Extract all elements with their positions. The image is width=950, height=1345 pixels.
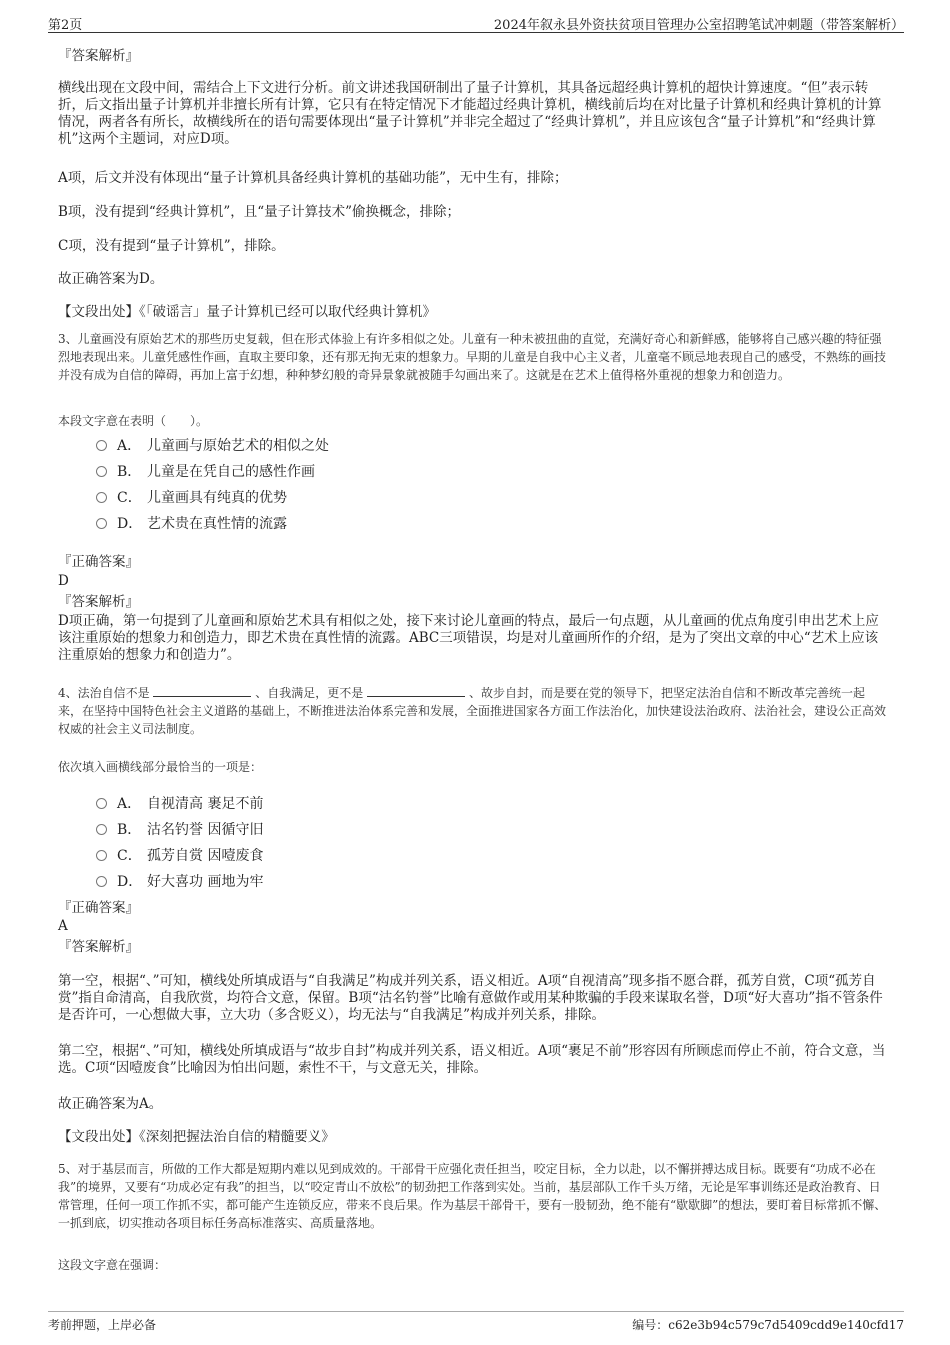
question-4-option-b[interactable]: B． 沽名钓誉 因循守旧 (96, 819, 263, 839)
question-5-stem: 5、对于基层而言，所做的工作大都是短期内难以见到成效的。干部骨干应强化责任担当，咬定目标，全力以赴，以不懈拼搏达成目标。既要有“功成不必在我”的境界，又要有“功成必定有我”的担当，以“咬定青山不放松”的韧劲把工作落到实处。当前，基层部队工作千头万绪，无论是军事训练还是政治教育、日常管理，任何一项工作抓不实，都可能产生连锁反应，带来不良后果。作为基层干部骨干，要有一股韧劲，绝不能有“歇歇脚”的想法，要盯着目标常抓不懈、一抓到底，切实推动各项目标任务高标准落实、高质量落地。 (58, 1162, 887, 1230)
question-3-option-c[interactable]: C． 儿童画具有纯真的优势 (96, 487, 287, 507)
question-4-analysis-1: 第一空，根据“、”可知，横线处所填成语与“自我满足”构成并列关系，语义相近。A项“自视清高”现多指不愿合群，孤芳自赏，C项“孤芳自赏”指自命清高，自我欣赏，均符合文意，保留。B项“沽名钓誉”比喻有意做作或用某种欺骗的手段来谋取名誉，D项“好大喜功”指不管条件是否许可，一心想做大事，立大功（多含贬义），均无法与“自我满足”构成并列关系，排除。 (58, 973, 883, 1023)
question-4-answer: A (58, 918, 68, 934)
question-4-answer-label: 『正确答案』 (58, 900, 139, 916)
document-serial: 编号：c62e3b94c579c7d5409cdd9e140cfd17 (632, 1318, 904, 1332)
radio-icon[interactable] (96, 798, 107, 809)
radio-icon[interactable] (96, 876, 107, 887)
radio-icon[interactable] (96, 850, 107, 861)
question-5-ask: 这段文字意在强调： (58, 1258, 167, 1272)
conclusion: 故正确答案为D。 (58, 271, 164, 287)
radio-icon[interactable] (96, 440, 107, 451)
question-3-answer: D (58, 573, 69, 589)
question-4-option-d[interactable]: D． 好大喜功 画地为牢 (96, 871, 263, 891)
question-4-option-a[interactable]: A． 自视清高 裹足不前 (96, 793, 263, 813)
analysis-note-c: C项，没有提到“量子计算机”，排除。 (58, 238, 285, 254)
analysis-text: 横线出现在文段中间，需结合上下文进行分析。前文讲述我国研制出了量子计算机，其具备远超经典计算机的超快计算速度。“但”表示转折，后文指出量子计算机并非擅长所有计算，它只有在特定情况下才能超过经典计算机，横线前后均在对比量子计算机和经典计算机的计算情况，两者各有所长，故横线所在的语句需要体现出“量子计算机”并非完全超过了“经典计算机”，并且应该包含“量子计算机”和“经典计算机”这两个主题词，对应D项。 (58, 80, 882, 147)
question-4-analysis-2: 第二空，根据“、”可知，横线处所填成语与“故步自封”构成并列关系，语义相近。A项“裹足不前”形容因有所顾虑而停止不前，符合文意，当选。C项“因噎废食”比喻因为怕出问题，索性不干，与文意无关，排除。 (58, 1043, 886, 1076)
question-3-stem: 3、儿童画没有原始艺术的那些历史复载，但在形式体验上有许多相似之处。儿童有一种未被扭曲的直觉，充满好奇心和新鲜感，能够将自己感兴趣的特征强烈地表现出来。儿童凭感性作画，直取主要印象，还有那无拘无束的想象力。早期的儿童是自我中心主义者，儿童毫不顾忌地表现自己的感受，不熟练的画技并没有成为自信的障碍，再加上富于幻想，种种梦幻般的奇异景象就被随手勾画出来了。这就是在艺术上值得格外重视的想象力和创造力。 (58, 332, 887, 382)
question-3-ask: 本段文字意在表明（ ）。 (58, 414, 209, 428)
question-3-analysis: D项正确，第一句提到了儿童画和原始艺术具有相似之处，接下来讨论儿童画的特点，最后一句点题，从儿童画的优点角度引申出艺术上应该注重原始的想象力和创造力，即艺术贵在真性情的流露。ABC三项错误，均是对儿童画所作的介绍，是为了突出文章的中心“艺术上应该注重原始的想象力和创造力”。 (58, 613, 879, 663)
question-3-option-d[interactable]: D． 艺术贵在真性情的流露 (96, 513, 287, 533)
question-4-conclusion: 故正确答案为A。 (58, 1096, 163, 1112)
radio-icon[interactable] (96, 824, 107, 835)
page-footer (48, 1311, 904, 1332)
fill-blank-2 (367, 684, 465, 697)
analysis-note-b: B项，没有提到“经典计算机”，且“量子计算技术”偷换概念，排除； (58, 204, 461, 220)
radio-icon[interactable] (96, 492, 107, 503)
question-3-analysis-label: 『答案解析』 (58, 594, 139, 610)
question-3-option-b[interactable]: B． 儿童是在凭自己的感性作画 (96, 461, 315, 481)
question-4-analysis-label: 『答案解析』 (58, 939, 139, 955)
page-header (48, 12, 904, 33)
question-3-answer-label: 『正确答案』 (58, 554, 139, 570)
radio-icon[interactable] (96, 466, 107, 477)
analysis-note-a: A项，后文并没有体现出“量子计算机具备经典计算机的基础功能”，无中生有，排除； (58, 170, 568, 186)
page-number: 第2页 (48, 18, 83, 33)
source-line: 【文段出处】《「破谣言」量子计算机已经可以取代经典计算机》 (58, 304, 436, 320)
question-4-source: 【文段出处】《深刻把握法治自信的精髓要义》 (58, 1129, 335, 1145)
question-4-option-c[interactable]: C． 孤芳自赏 因噎废食 (96, 845, 263, 865)
question-4-ask: 依次填入画横线部分最恰当的一项是： (58, 760, 263, 774)
fill-blank-1 (153, 684, 251, 697)
document-title: 2024年叙永县外资扶贫项目管理办公室招聘笔试冲刺题（带答案解析） (493, 18, 904, 33)
radio-icon[interactable] (96, 518, 107, 529)
question-3-option-a[interactable]: A． 儿童画与原始艺术的相似之处 (96, 435, 329, 455)
footer-slogan: 考前押题，上岸必备 (48, 1318, 157, 1332)
question-4-stem: 4、法治自信不是 、自我满足，更不是 、故步自封，而是要在党的领导下，把坚定法治自信和不断改革完善统一起来，在坚持中国特色社会主义道路的基础上，不断推进法治体系完善和发展，全面推进国家各方面工作法治化，加快建设法治政府、法治社会，建设公正高效权威的社会主义司法制度。 (58, 686, 887, 736)
analysis-label: 『答案解析』 (58, 48, 139, 64)
